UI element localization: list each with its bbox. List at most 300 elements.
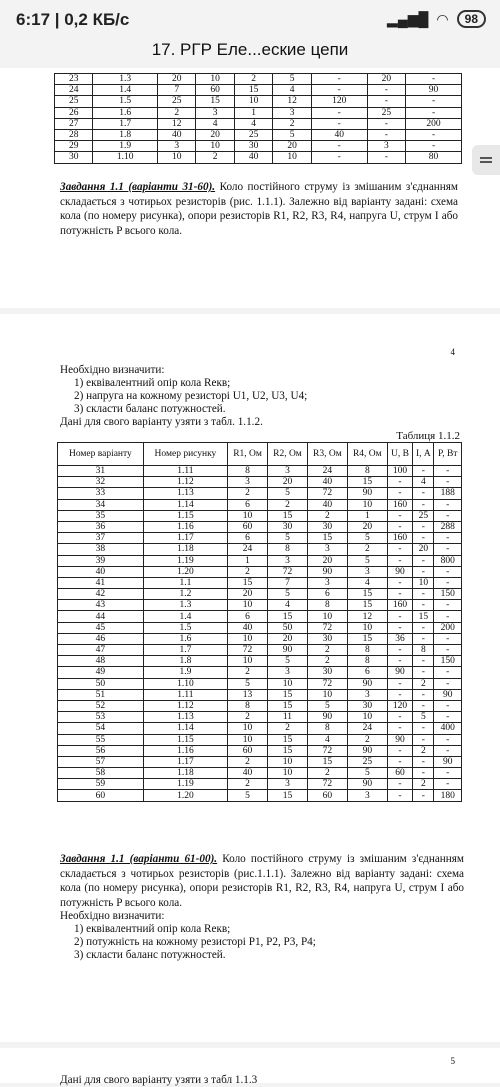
table-row	[58, 510, 462, 521]
table-cell: 2	[307, 510, 347, 521]
table-cell: 5	[273, 129, 311, 140]
table-cell: 58	[58, 768, 144, 779]
table-row	[58, 734, 462, 745]
table-cell: 55	[58, 734, 144, 745]
table-cell: 90	[347, 488, 387, 499]
table-cell: 15	[347, 600, 387, 611]
table-cell: 30	[268, 521, 308, 532]
table-cell: 1.16	[143, 745, 227, 756]
table-cell: 1.12	[143, 700, 227, 711]
table-cell: 2	[228, 779, 268, 790]
table-row	[58, 723, 462, 734]
table-cell: -	[413, 488, 434, 499]
table-cell: -	[434, 577, 462, 588]
table-cell: 4	[347, 577, 387, 588]
status-time: 6:17 | 0,2 КБ/с	[16, 10, 130, 29]
table-cell: 1.6	[143, 633, 227, 644]
table-cell: 60	[307, 790, 347, 801]
table-cell: -	[413, 734, 434, 745]
table-cell: -	[367, 152, 405, 163]
table-row	[58, 678, 462, 689]
table-cell: 15	[268, 790, 308, 801]
table-cell: 5	[347, 555, 387, 566]
table-cell: 1.1	[143, 577, 227, 588]
table-cell: -	[434, 510, 462, 521]
table-row	[55, 85, 462, 96]
table-row	[58, 600, 462, 611]
table-cell: 40	[228, 622, 268, 633]
table-cell: 1.20	[143, 566, 227, 577]
table-cell: 20	[228, 589, 268, 600]
table-cell: 40	[307, 477, 347, 488]
battery-indicator: 98	[457, 10, 486, 28]
table-row	[58, 544, 462, 555]
table-cell: 3	[347, 566, 387, 577]
table-cell: 1.11	[143, 689, 227, 700]
task-2-heading: Завдання 1.1 (варіанти 61-00).	[60, 853, 218, 865]
table-cell: 8	[228, 700, 268, 711]
table-cell: 25	[55, 96, 93, 107]
table-variants-23-30	[54, 73, 462, 164]
table-cell: -	[413, 790, 434, 801]
table-cell: 40	[234, 152, 272, 163]
table-cell: -	[413, 633, 434, 644]
table-row	[55, 152, 462, 163]
table-cell: 90	[387, 566, 412, 577]
table-cell: 160	[387, 499, 412, 510]
table-row	[58, 521, 462, 532]
table-cell: 38	[58, 544, 144, 555]
table-header-cell: Номер варіанту	[58, 443, 144, 466]
table-cell: 15	[268, 611, 308, 622]
table-cell: 1.13	[143, 712, 227, 723]
table-row	[58, 555, 462, 566]
table-1-1-2	[57, 442, 462, 802]
table-cell: 51	[58, 689, 144, 700]
table-cell: 30	[347, 700, 387, 711]
table-cell: -	[387, 622, 412, 633]
table-cell: 20	[347, 521, 387, 532]
table-cell: 3	[158, 141, 196, 152]
table-header-cell: P, Вт	[434, 443, 462, 466]
table-cell: 6	[307, 589, 347, 600]
table-cell: 3	[268, 667, 308, 678]
table-cell: 10	[268, 768, 308, 779]
table-cell: -	[434, 779, 462, 790]
table-cell: 2	[234, 74, 272, 85]
table-cell: -	[434, 611, 462, 622]
table-row	[58, 700, 462, 711]
table-cell: 72	[307, 678, 347, 689]
table-cell: 33	[58, 488, 144, 499]
table-cell: 1.18	[143, 544, 227, 555]
table-cell: -	[413, 566, 434, 577]
table-cell: 4	[413, 477, 434, 488]
table-cell: 90	[434, 756, 462, 767]
table-cell: -	[434, 533, 462, 544]
table-cell: 15	[347, 633, 387, 644]
table-row	[58, 768, 462, 779]
table-cell: 2	[196, 152, 234, 163]
table-cell: 8	[228, 466, 268, 477]
table-row	[58, 689, 462, 700]
table-cell: -	[311, 118, 367, 129]
table-cell: 200	[406, 118, 462, 129]
table-row	[58, 533, 462, 544]
table-cell: -	[413, 600, 434, 611]
table-cell: 3	[268, 466, 308, 477]
table-cell: 1.3	[143, 600, 227, 611]
table-cell: -	[413, 499, 434, 510]
status-bar	[0, 0, 500, 40]
table-cell: 24	[228, 544, 268, 555]
table-row	[58, 779, 462, 790]
table-cell: 1.14	[143, 723, 227, 734]
table-cell: 5	[228, 678, 268, 689]
table-cell: 60	[58, 790, 144, 801]
table-cell: 90	[434, 689, 462, 700]
table-cell: -	[434, 768, 462, 779]
table-cell: 10	[347, 622, 387, 633]
list-item: 3) скласти баланс потужностей.	[74, 949, 226, 961]
table-row	[55, 141, 462, 152]
table-cell: 1.13	[143, 488, 227, 499]
table-cell: 43	[58, 600, 144, 611]
table-cell: 2	[268, 499, 308, 510]
table-cell: 8	[347, 645, 387, 656]
table-cell: -	[434, 645, 462, 656]
page-2	[0, 314, 500, 1042]
table-cell: 1.9	[143, 667, 227, 678]
table-cell: -	[413, 689, 434, 700]
table-cell: 3	[347, 689, 387, 700]
table-cell: 2	[413, 745, 434, 756]
table-cell: -	[387, 521, 412, 532]
requirements-heading: Необхідно визначити:	[60, 364, 165, 376]
table-cell: 10	[228, 723, 268, 734]
table-cell: 160	[387, 600, 412, 611]
table-cell: 3	[367, 141, 405, 152]
table-cell: 8	[268, 544, 308, 555]
table-cell: -	[406, 96, 462, 107]
table-cell: 1.11	[143, 466, 227, 477]
table-cell: 1.7	[143, 645, 227, 656]
table-cell: -	[434, 712, 462, 723]
table-cell: 1	[234, 107, 272, 118]
table-cell: 2	[413, 779, 434, 790]
table-cell: 3	[307, 544, 347, 555]
table-row	[58, 477, 462, 488]
table-cell: 5	[273, 74, 311, 85]
table-cell: 25	[413, 510, 434, 521]
table-cell: 1.10	[93, 152, 158, 163]
table-cell: 56	[58, 745, 144, 756]
table-cell: 180	[434, 790, 462, 801]
table-cell: 6	[347, 667, 387, 678]
table-cell: 42	[58, 589, 144, 600]
table-cell: 90	[387, 667, 412, 678]
table-cell: 10	[196, 141, 234, 152]
table-cell: 1.5	[143, 622, 227, 633]
table-cell: 6	[228, 611, 268, 622]
table-cell: 10	[268, 756, 308, 767]
table-cell: 7	[268, 577, 308, 588]
table-cell: 5	[268, 589, 308, 600]
table-cell: 8	[347, 466, 387, 477]
table-cell: 50	[58, 678, 144, 689]
table-cell: 52	[58, 700, 144, 711]
table-cell: 30	[55, 152, 93, 163]
table-cell: -	[387, 510, 412, 521]
table-cell: 1.18	[143, 768, 227, 779]
table-cell: 1.6	[93, 107, 158, 118]
table-cell: 20	[158, 74, 196, 85]
table-row	[58, 566, 462, 577]
page-number: 4	[450, 347, 455, 357]
table-cell: 1.7	[93, 118, 158, 129]
table-cell: 20	[268, 477, 308, 488]
table-cell: 54	[58, 723, 144, 734]
side-menu-button[interactable]	[472, 145, 500, 175]
requirements-heading-2: Необхідно визначити:	[60, 910, 165, 922]
table-cell: 2	[347, 544, 387, 555]
table-cell: -	[413, 723, 434, 734]
table-cell: -	[387, 790, 412, 801]
table-cell: 30	[234, 141, 272, 152]
table-cell: 6	[228, 499, 268, 510]
table-row	[58, 589, 462, 600]
table-cell: 1.9	[93, 141, 158, 152]
table-cell: 25	[158, 96, 196, 107]
table-cell: 10	[347, 499, 387, 510]
table-cell: 1	[228, 555, 268, 566]
table-cell: 2	[307, 656, 347, 667]
table-cell: 5	[268, 533, 308, 544]
table-cell: 24	[55, 85, 93, 96]
table-cell: 6	[228, 533, 268, 544]
table-cell: 4	[268, 600, 308, 611]
table-cell: 1.15	[143, 734, 227, 745]
table-cell: 72	[228, 645, 268, 656]
table-cell: 36	[387, 633, 412, 644]
table-cell: 45	[58, 622, 144, 633]
table-cell: -	[413, 768, 434, 779]
table-cell: 1.20	[143, 790, 227, 801]
table-cell: 2	[228, 667, 268, 678]
table-cell: -	[367, 129, 405, 140]
table-cell: 46	[58, 633, 144, 644]
table-cell: 100	[387, 466, 412, 477]
table-cell: 25	[367, 107, 405, 118]
table-cell: 2	[307, 645, 347, 656]
table-cell: 35	[58, 510, 144, 521]
table-cell: 1.12	[143, 477, 227, 488]
list-item: 1) еквівалентний опір кола Rекв;	[74, 923, 231, 935]
table-cell: 15	[413, 611, 434, 622]
table-cell: 23	[55, 74, 93, 85]
table-row	[58, 611, 462, 622]
table-cell: 3	[228, 477, 268, 488]
table-cell: 1.3	[93, 74, 158, 85]
table-cell: 1.4	[93, 85, 158, 96]
table-cell: 10	[307, 689, 347, 700]
table-cell: -	[311, 85, 367, 96]
table-row	[58, 712, 462, 723]
table-cell: 50	[268, 622, 308, 633]
table-cell: 4	[273, 85, 311, 96]
table-row	[58, 499, 462, 510]
table-cell: 150	[434, 589, 462, 600]
table-cell: 1.19	[143, 555, 227, 566]
table-cell: 120	[311, 96, 367, 107]
page-1	[0, 68, 500, 308]
table-cell: 20	[196, 129, 234, 140]
table-cell: 32	[58, 477, 144, 488]
table-cell: -	[434, 745, 462, 756]
table-cell: 15	[307, 533, 347, 544]
table-header-cell: R2, Ом	[268, 443, 308, 466]
table-cell: 3	[273, 107, 311, 118]
table-cell: -	[413, 656, 434, 667]
table-cell: 60	[228, 521, 268, 532]
table-cell: 10	[228, 734, 268, 745]
table-cell: 2	[158, 107, 196, 118]
table-cell: 48	[58, 656, 144, 667]
table-cell: 44	[58, 611, 144, 622]
table-cell: -	[434, 544, 462, 555]
task-1-paragraph	[60, 180, 458, 238]
table-cell: 60	[387, 768, 412, 779]
table-cell: 90	[406, 85, 462, 96]
table-cell: 28	[55, 129, 93, 140]
table-cell: 40	[307, 499, 347, 510]
table-cell: 7	[158, 85, 196, 96]
table-cell: 30	[307, 667, 347, 678]
table-cell: -	[434, 499, 462, 510]
table-row	[55, 129, 462, 140]
table-cell: 49	[58, 667, 144, 678]
table-cell: 12	[158, 118, 196, 129]
table-cell: -	[311, 74, 367, 85]
table-cell: -	[413, 589, 434, 600]
table-cell: 10	[413, 577, 434, 588]
table-row	[55, 107, 462, 118]
table-cell: -	[387, 589, 412, 600]
table-cell: -	[413, 700, 434, 711]
table-cell: 40	[158, 129, 196, 140]
table-cell: 1.15	[143, 510, 227, 521]
table-cell: 1.17	[143, 533, 227, 544]
table-cell: 5	[347, 533, 387, 544]
table-cell: 15	[234, 85, 272, 96]
table-cell: -	[413, 521, 434, 532]
table-cell: -	[413, 756, 434, 767]
table-cell: 15	[268, 745, 308, 756]
table-row	[58, 745, 462, 756]
table-cell: -	[387, 723, 412, 734]
signal-icon: ▂▄▆█	[387, 10, 429, 27]
table-cell: 39	[58, 555, 144, 566]
table-cell: 2	[273, 118, 311, 129]
requirements-list	[60, 364, 307, 429]
table-row	[58, 790, 462, 801]
table-cell: 10	[158, 152, 196, 163]
table-cell: 3	[347, 790, 387, 801]
table-cell: 30	[307, 633, 347, 644]
table-cell: 90	[387, 734, 412, 745]
table-cell: -	[367, 118, 405, 129]
table-cell: 10	[228, 510, 268, 521]
table-cell: 10	[347, 712, 387, 723]
table-row	[58, 756, 462, 767]
table-cell: 72	[268, 566, 308, 577]
table-cell: 31	[58, 466, 144, 477]
table-cell: -	[387, 555, 412, 566]
table-cell: 1	[347, 510, 387, 521]
table-cell: 34	[58, 499, 144, 510]
table-cell: 2	[413, 678, 434, 689]
table-cell: 5	[268, 488, 308, 499]
table-cell: 60	[228, 745, 268, 756]
table-cell: 57	[58, 756, 144, 767]
table-cell: -	[413, 667, 434, 678]
table-cell: -	[387, 611, 412, 622]
list-item: 3) скласти баланс потужностей.	[74, 403, 226, 415]
table-cell: -	[311, 152, 367, 163]
table-cell: 10	[228, 656, 268, 667]
table-cell: 1.8	[143, 656, 227, 667]
table-cell: 4	[234, 118, 272, 129]
table-cell: 5	[228, 790, 268, 801]
table-cell: 90	[268, 645, 308, 656]
table-cell: 24	[307, 466, 347, 477]
table-cell: 8	[307, 723, 347, 734]
data-source-line-3: Дані для свого варіанту узяти з табл 1.1.3	[60, 1074, 258, 1086]
table-cell: 30	[307, 521, 347, 532]
table-cell: 15	[347, 477, 387, 488]
table-cell: 90	[347, 745, 387, 756]
table-cell: 20	[268, 633, 308, 644]
table-row	[58, 633, 462, 644]
table-cell: -	[387, 544, 412, 555]
table-cell: 3	[268, 779, 308, 790]
table-cell: 8	[307, 600, 347, 611]
table-cell: 40	[228, 768, 268, 779]
table-cell: -	[406, 129, 462, 140]
table-cell: -	[406, 141, 462, 152]
table-cell: 1.8	[93, 129, 158, 140]
table-cell: 41	[58, 577, 144, 588]
table-row	[58, 667, 462, 678]
table-cell: -	[434, 477, 462, 488]
table-row	[58, 645, 462, 656]
table-cell: 12	[347, 611, 387, 622]
table-cell: 15	[268, 510, 308, 521]
wifi-icon: ◠	[436, 10, 449, 27]
requirements-list-2	[60, 910, 316, 962]
table-cell: 90	[347, 678, 387, 689]
list-item: 2) потужність на кожному резисторі P1, P2, P3, P4;	[74, 936, 316, 948]
table-cell: 188	[434, 488, 462, 499]
table-cell: 24	[347, 723, 387, 734]
table-cell: 5	[347, 768, 387, 779]
table-row	[55, 96, 462, 107]
table-cell: 72	[307, 745, 347, 756]
table-cell: 288	[434, 521, 462, 532]
table-cell: 20	[307, 555, 347, 566]
table-cell: -	[413, 466, 434, 477]
table-cell: 2	[228, 756, 268, 767]
